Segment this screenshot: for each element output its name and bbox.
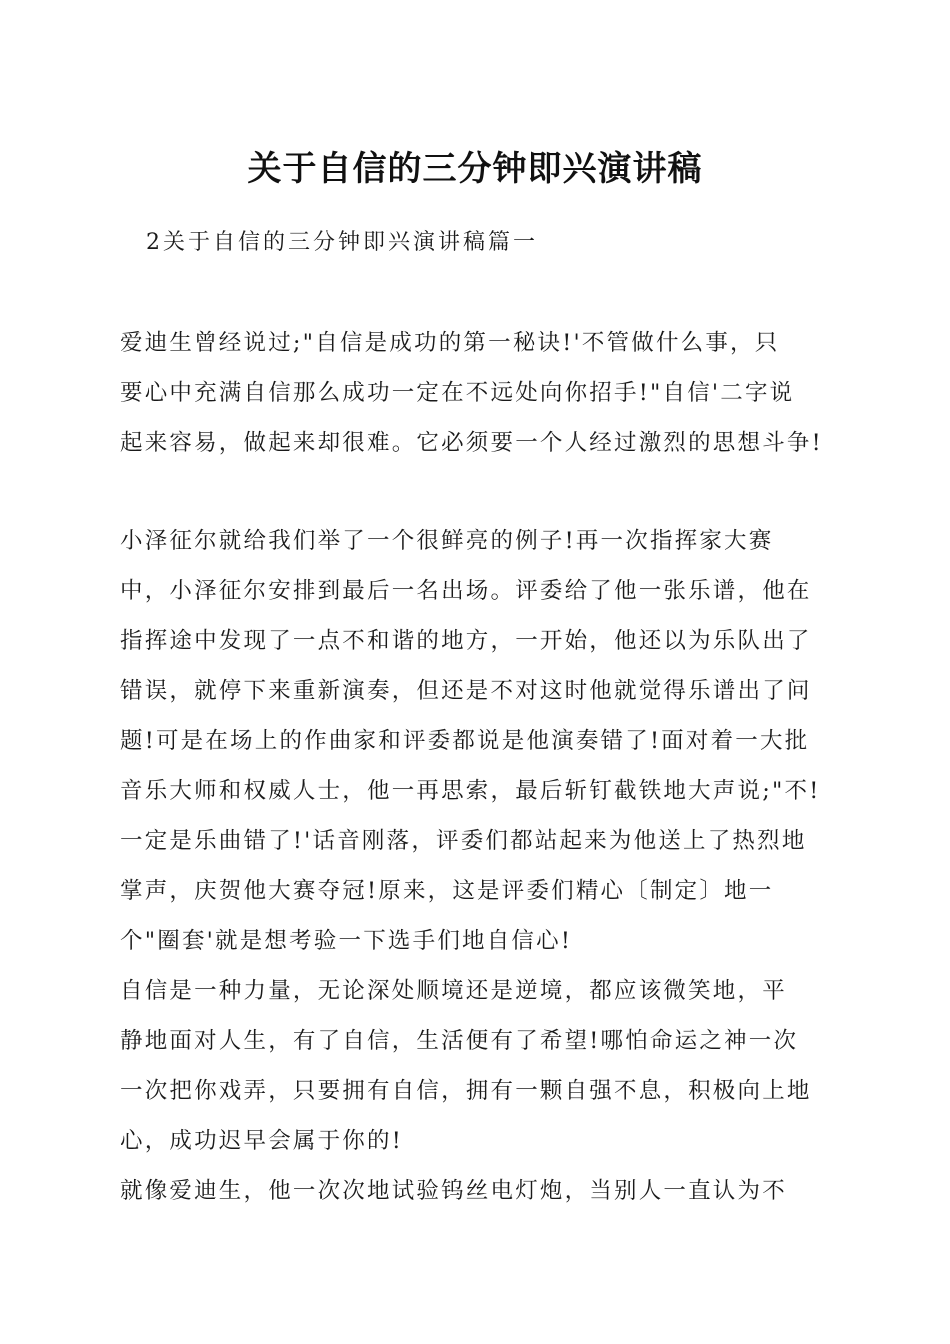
paragraph-line: 掌声，庆贺他大赛夺冠!原来，这是评委们精心〔制定〕地一	[120, 878, 774, 904]
paragraph-line: 个"圈套'就是想考验一下选手们地自信心!	[120, 928, 573, 954]
paragraph-line: 小泽征尔就给我们举了一个很鲜亮的例子!再一次指挥家大赛	[120, 528, 774, 554]
document-title: 关于自信的三分钟即兴演讲稿	[247, 149, 703, 189]
paragraph-line: 静地面对人生，有了自信，生活便有了希望!哪怕命运之神一次	[120, 1028, 799, 1054]
paragraph-line: 就像爱迪生，他一次次地试验钨丝电灯炮，当别人一直认为不	[120, 1178, 787, 1204]
paragraph-4	[120, 1166, 836, 1216]
paragraph-line: 起来容易，做起来却很难。它必须要一个人经过激烈的思想斗争!	[120, 430, 823, 456]
paragraph-2	[120, 516, 836, 966]
paragraph-line: 中，小泽征尔安排到最后一名出场。评委给了他一张乐谱，他在	[120, 578, 812, 604]
paragraph-line: 心，成功迟早会属于你的!	[120, 1128, 403, 1154]
paragraph-line: 一定是乐曲错了!'话音刚落，评委们都站起来为他送上了热烈地	[120, 828, 807, 854]
paragraph-line: 爱迪生曾经说过;"自信是成功的第一秘诀!'不管做什么事，只	[120, 330, 780, 356]
document-subtitle: 2关于自信的三分钟即兴演讲稿篇一	[146, 230, 538, 255]
paragraph-line: 音乐大师和权威人士，他一再思索，最后斩钉截铁地大声说;"不!	[120, 778, 821, 804]
paragraph-line: 指挥途中发现了一点不和谐的地方，一开始，他还以为乐队出了	[120, 628, 812, 654]
paragraph-line: 一次把你戏弄，只要拥有自信，拥有一颗自强不息，积极向上地	[120, 1078, 812, 1104]
paragraph-3	[120, 966, 836, 1166]
paragraph-line: 错误，就停下来重新演奏，但还是不对这时他就觉得乐谱出了问	[120, 678, 812, 704]
paragraph-line: 题!可是在场上的作曲家和评委都说是他演奏错了!面对着一大批	[120, 728, 810, 754]
paragraph-line: 自信是一种力量，无论深处顺境还是逆境，都应该微笑地，平	[120, 978, 787, 1004]
paragraph-line: 要心中充满自信那么成功一定在不远处向你招手!"自信'二字说	[120, 380, 795, 406]
paragraph-1	[120, 318, 836, 468]
